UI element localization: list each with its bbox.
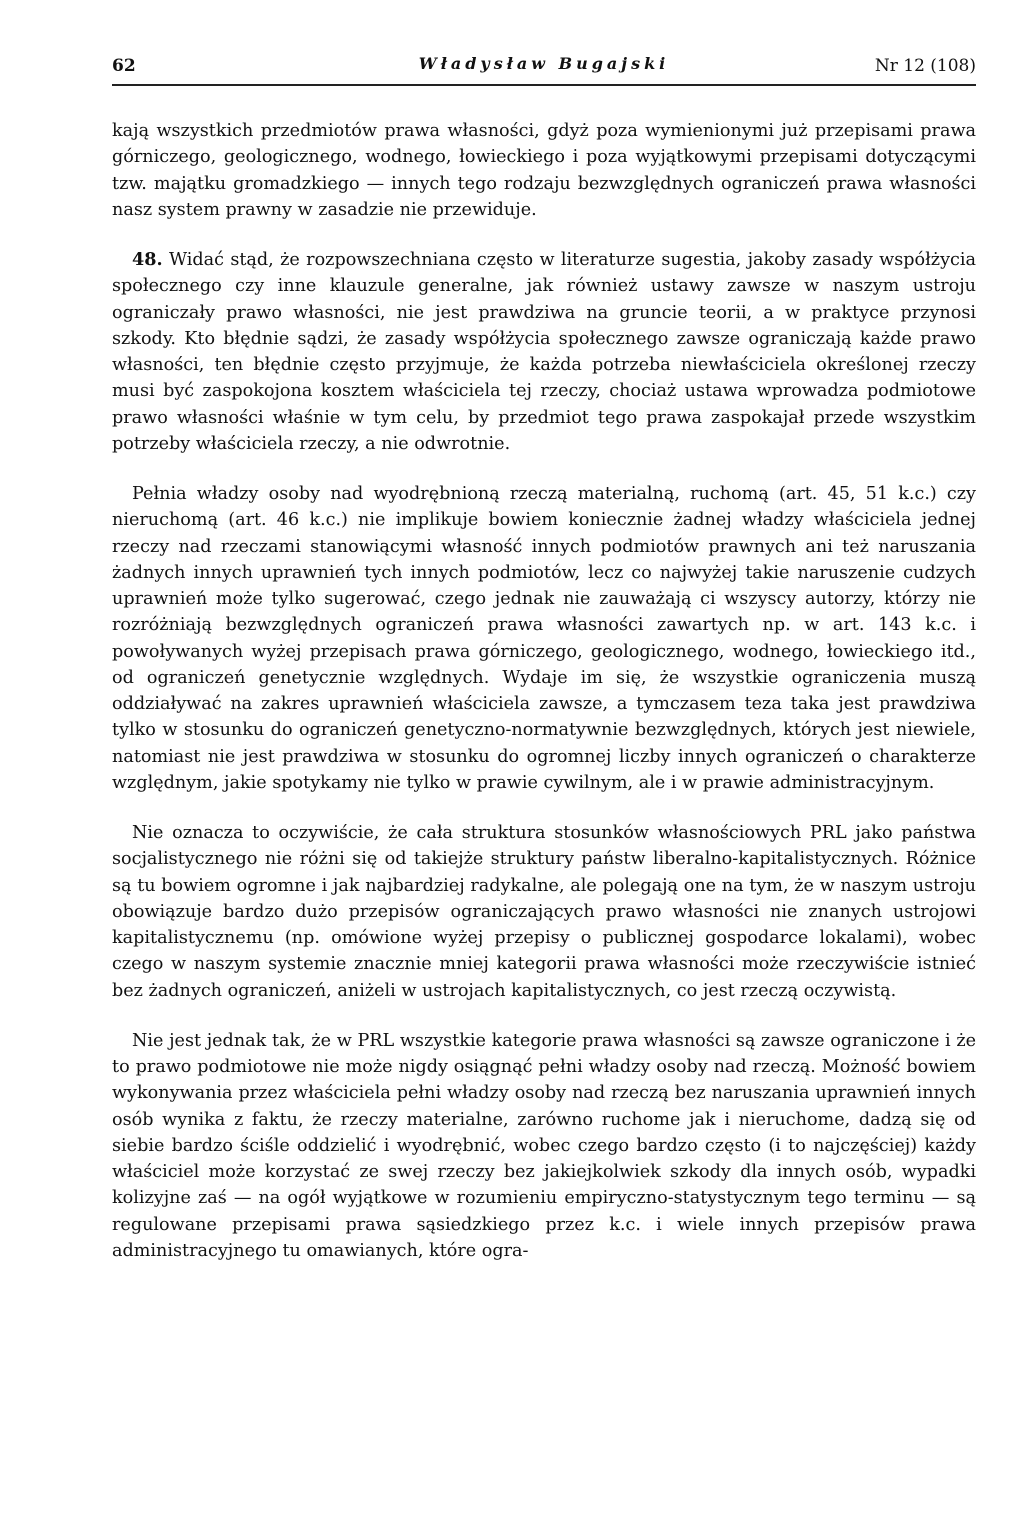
text-body [112, 118, 976, 1288]
paragraph-text: Widać stąd, że rozpowszechniana często w literaturze sugestia, jakoby zasady współżycia społecznego czy inne klauzule generalne, jak również ustawy zawsze w naszym ustroju ograniczały prawo własności, nie jest prawdziwa na gruncie teorii, a w praktyce przynosi szkody. Kto błędnie sądzi, że zasady współżycia społecznego zawsze ograniczają każde prawo własności, ten błędnie często przyjmuje, że każda potrzeba niewłaściciela określonej rzeczy musi być zaspokojona kosztem właściciela tej rzeczy, chociaż ustawa wprowadza podmiotowe prawo własności właśnie w tym celu, by przedmiot tego prawa zaspokajał przede wszystkim potrzeby właściciela rzeczy, a nie odwrotnie. [112, 250, 976, 454]
paragraph: Nie oznacza to oczywiście, że cała struktura stosunków własnościowych PRL jako państwa socjalistycznego nie różni się od takiejże struktury państw liberalno-kapitalistycznych. Różnice są tu bowiem ogromne i jak najbardziej radykalne, ale polegają one na tym, że w naszym ustroju obowiązuje bardzo dużo przepisów ograniczających prawo własności nie znanych ustrojowi kapitalistycznemu (np. omówione wyżej przepisy o publicznej gospodarce lokalami), wobec czego w naszym systemie znacznie mniej kategorii prawa własności może rzeczywiście istnieć bez żadnych ograniczeń, aniżeli w ustrojach kapitalistycznych, co jest rzeczą oczywistą. [112, 823, 976, 1001]
paragraph-48 [112, 247, 976, 457]
paragraph-number: 48. [132, 249, 163, 270]
issue-number: Nr 12 (108) [874, 56, 976, 76]
page-header [112, 44, 976, 86]
paragraph-continued: kają wszystkich przedmiotów prawa własności, gdyż poza wymienionymi już przepisami prawa górniczego, geologicznego, wodnego, łowieckiego i poza wyjątkowymi przepisami dotyczącymi tzw. majątku gromadzkiego — innych tego rodzaju bezwzględnych ograniczeń prawa własności nasz system prawny w zasadzie nie przewiduje. [112, 121, 976, 220]
running-title: Władysław Bugajski [418, 54, 670, 73]
paragraph: Pełnia władzy osoby nad wyodrębnioną rzeczą materialną, ruchomą (art. 45, 51 k.c.) czy nieruchomą (art. 46 k.c.) nie implikuje bowiem koniecznie żadnej władzy właściciela jednej rzeczy nad rzeczami stanowiącymi własność innych podmiotów prawnych ani też naruszania żadnych innych uprawnień tych innych podmiotów, lecz co najwyżej takie naruszenie cudzych uprawnień może tylko sugerować, czego jednak nie zauważają ci wszyscy autorzy, którzy nie rozróżniają bezwzględnych ograniczeń prawa własności zawartych np. w art. 143 k.c. i powoływanych wyżej przepisach prawa górniczego, geologicznego, wodnego, łowieckiego itd., od ograniczeń genetycznie względnych. Wydaje im się, że wszystkie ograniczenia muszą oddziaływać na zakres uprawnień właściciela zawsze, a tymczasem teza taka jest prawdziwa tylko w stosunku do ograniczeń genetyczno-normatywnie bezwzględnych, których jest niewiele, natomiast nie jest prawdziwa w stosunku do ogromnej liczby innych ograniczeń o charakterze względnym, jakie spotykamy nie tylko w prawie cywilnym, ale i w prawie administracyjnym. [112, 484, 976, 793]
paragraph: Nie jest jednak tak, że w PRL wszystkie kategorie prawa własności są zawsze ograniczone i że to prawo podmiotowe nie może nigdy osiągnąć pełni władzy osoby nad rzeczą. Możność bowiem wykonywania przez właściciela pełni władzy osoby nad rzeczą bez naruszania uprawnień innych osób wynika z faktu, że rzeczy materialne, zarówno ruchome jak i nieruchome, dadzą się od siebie bardzo ściśle oddzielić i wyodrębnić, wobec czego bardzo często (i to najczęściej) każdy właściciel może korzystać ze swej rzeczy bez jakiejkolwiek szkody dla innych osób, wypadki kolizyjne zaś — na ogół wyjątkowe w rozumieniu empiryczno-statystycznym tego terminu — są regulowane przepisami prawa sąsiedzkiego przez k.c. i wiele innych przepisów prawa administracyjnego tu omawianych, które ogra- [112, 1030, 976, 1261]
page-number: 62 [112, 56, 136, 76]
